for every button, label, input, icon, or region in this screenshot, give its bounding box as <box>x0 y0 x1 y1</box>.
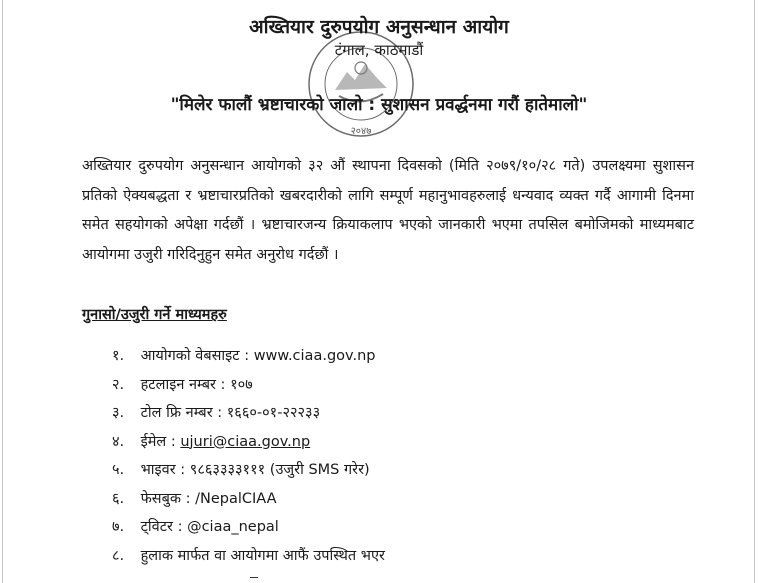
item-number: ४. <box>112 433 125 450</box>
twitter-handle: @ciaa_nepal <box>187 519 279 535</box>
page-border-left <box>2 0 3 583</box>
item-number: ३. <box>112 405 125 421</box>
list-item <box>112 485 385 514</box>
complaint-channels-list <box>112 342 385 570</box>
item-number: १. <box>112 348 125 364</box>
list-item <box>112 456 385 485</box>
channel-label: फेसबुक : <box>140 490 191 507</box>
body-paragraph: अख्तियार दुरुपयोग अनुसन्धान आयोगको ३२ औं स्थापना दिवसको (मिति २०७९/१०/२८ गते) उपलक्ष्यमा सुशासन प्रतिको ऐक्यबद्धता र भ्रष्टाचारप्रतिको खबरदारीको लागि सम्पूर्ण महानुभावहरुलाई धन्यवाद व्यक्त गर्दै आगामी दिनमा समेत सहयोगको अपेक्षा गर्दछौं । भ्रष्टाचारजन्य क्रियाकलाप भएको जानकारी भएमा तपसिल बमोजिमको माध्यमबाट आयोगमा उजुरी गरिदिनुहुन समेत अनुरोध गर्दछौं । <box>82 158 694 263</box>
organization-name: अख्तियार दुरुपयोग अनुसन्धान आयोग <box>249 16 509 38</box>
list-item <box>112 342 385 371</box>
organization-location: टंगाल, काठमाडौं <box>334 41 424 59</box>
email-link[interactable]: ujuri@ciaa.gov.np <box>180 433 311 450</box>
channel-label: ट्विटर : <box>140 519 183 535</box>
list-item <box>112 371 385 400</box>
channel-label: आयोगको वेबसाइट : <box>140 348 250 364</box>
list-item <box>112 542 385 571</box>
item-number: ५. <box>112 462 125 478</box>
page-edge-mark <box>250 577 258 583</box>
svg-text:२०४७: २०४७ <box>350 126 372 137</box>
item-number: ६. <box>112 490 125 507</box>
channel-label: टोल फ्रि नम्बर : <box>140 405 223 421</box>
toll-free-number: १६६०-०१-२२२३३ <box>226 405 321 421</box>
slogan: "मिलेर फालौं भ्रष्टाचारको जालो : सुशासन प्रवर्द्धनमा गरौं हातेमालो" <box>170 95 588 115</box>
item-number: ८. <box>112 547 125 564</box>
facebook-handle: /NepalCIAA <box>195 490 277 507</box>
list-item <box>112 513 385 542</box>
hotline-number: १०७ <box>230 376 253 393</box>
channel-label: ईमेल : <box>140 433 176 450</box>
page-border-right <box>754 0 755 583</box>
list-item <box>112 399 385 428</box>
list-item <box>112 428 385 457</box>
viber-number: ९८६३३३३१११ (उजुरी SMS गरेर) <box>189 462 370 478</box>
channel-label: हटलाइन नम्बर : <box>140 376 226 393</box>
website-link[interactable]: www.ciaa.gov.np <box>253 348 376 364</box>
channel-label: हुलाक मार्फत वा आयोगमा आफैं उपस्थित भएर <box>140 547 385 564</box>
section-title: गुनासो/उजुरी गर्ने माध्यमहरु <box>82 307 227 323</box>
item-number: ७. <box>112 519 125 535</box>
channel-label: भाइवर : <box>140 462 186 478</box>
item-number: २. <box>112 376 125 393</box>
